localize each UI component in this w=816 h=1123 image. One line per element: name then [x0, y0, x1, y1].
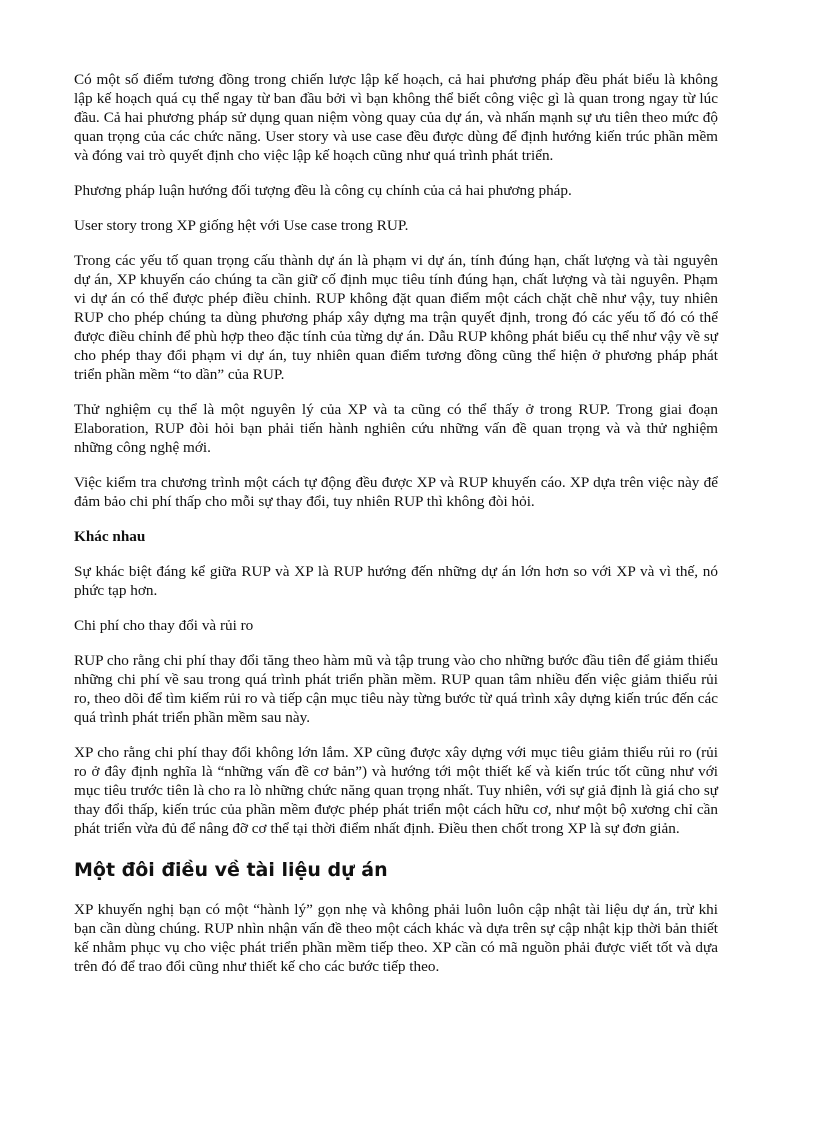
paragraph-oop: Phương pháp luận hướng đối tượng đều là công cụ chính của cả hai phương pháp. [74, 182, 572, 199]
paragraph-rup-cost: RUP cho rằng chi phí thay đổi tăng theo hàm mũ và tập trung vào cho những bước đầu tiên để giảm thiểu những chi phí về sau trong quá trình phát triển phần mềm. RUP quan tâm nhiều đến việc giảm thiểu rủi ro, theo dõi để tìm kiếm rủi ro và tiếp cận mục tiêu này từng bước từ quá trình xây dựng kiến trúc đến các quá trình phát triển phần mềm sau này. [74, 652, 718, 726]
paragraph-experiments: Thử nghiệm cụ thể là một nguyên lý của XP và ta cũng có thể thấy ở trong RUP. Trong giai đoạn Elaboration, RUP đòi hỏi bạn phải tiến hành nghiên cứu những vấn đề quan trọng và và thử nghiệm những công nghệ mới. [74, 401, 718, 456]
paragraph-automated-testing: Việc kiểm tra chương trình một cách tự động đều được XP và RUP khuyến cáo. XP dựa trên việc này để đảm bảo chi phí thấp cho mỗi sự thay đổi, tuy nhiên RUP thì không đòi hỏi. [74, 474, 718, 510]
paragraph-user-story: User story trong XP giống hệt với Use case trong RUP. [74, 217, 409, 234]
paragraph-docs: XP khuyến nghị bạn có một “hành lý” gọn nhẹ và không phải luôn luôn cập nhật tài liệu dự án, trừ khi bạn cần dùng chúng. RUP nhìn nhận vấn đề theo một cách khác và dựa trên sự cập nhật kịp thời bản thiết kế nhằm phục vụ cho việc phát triển phần mềm tiếp theo. XP cần có mã nguồn phải được viết tốt và dựa trên đó để trao đổi cũng như thiết kế cho các bước tiếp theo. [74, 901, 718, 975]
heading-project-docs: Một đôi điều về tài liệu dự án [74, 859, 388, 881]
paragraph-project-factors: Trong các yếu tố quan trọng cấu thành dự án là phạm vi dự án, tính đúng hạn, chất lượng và tài nguyên dự án, XP khuyến cáo chúng ta cần giữ cố định mục tiêu tính đúng hạn, chất lượng và tài nguyên. Phạm vi dự án có thể được phép điều chỉnh. RUP không đặt quan điểm một cách chặt chẽ như vậy, tuy nhiên RUP cho phép chúng ta dùng phương pháp xây dựng ma trận quyết định, trong đó các yếu tố đó có thể được điều chỉnh để phù hợp theo đặc tính của từng dự án. Dẫu RUP không phát biểu cụ thể như vậy về sự cho phép thay đổi phạm vi dự án, tuy nhiên quan điểm tương đồng cũng thể hiện ở phương pháp phát triển phần mềm “to dần” của RUP. [74, 252, 718, 383]
subheading-cost-risk: Chi phí cho thay đổi và rủi ro [74, 617, 254, 634]
paragraph-similarities-planning: Có một số điểm tương đồng trong chiến lược lập kế hoạch, cả hai phương pháp đều phát biểu là không lập kế hoạch quá cụ thể ngay từ ban đầu bởi vì bạn không thể biết công việc gì là quan trong ngay từ lúc đầu. Cả hai phương pháp sử dụng quan niệm vòng quay của dự án, và nhấn mạnh sự ưu tiên theo mức độ quan trọng của các chức năng. User story và use case đều được dùng để định hướng kiến trúc phần mềm và đóng vai trò quyết định cho việc lập kế hoạch cũng như quá trình phát triển. [74, 71, 718, 164]
paragraph-main-difference: Sự khác biệt đáng kể giữa RUP và XP là RUP hướng đến những dự án lớn hơn so với XP và vì thế, nó phức tạp hơn. [74, 563, 718, 599]
heading-differences: Khác nhau [74, 528, 146, 545]
paragraph-xp-cost: XP cho rằng chi phí thay đổi không lớn lắm. XP cũng được xây dựng với mục tiêu giảm thiểu rủi ro (rủi ro ở đây định nghĩa là “những vấn đề cơ bản”) và hướng tới một thiết kế và kiến trúc tốt cũng như với mục tiêu trước tiên là cho ra lò những chức năng quan trọng nhất. Tuy nhiên, với sự giả định là giá cho sự thay đổi thấp, kiến trúc của phần mềm được phép phát triển một cách hữu cơ, như một bộ xương chỉ cần phát triển vừa đủ để nâng đỡ cơ thể tại thời điểm nhất định. Điều then chốt trong XP là sự đơn giản. [74, 744, 718, 837]
